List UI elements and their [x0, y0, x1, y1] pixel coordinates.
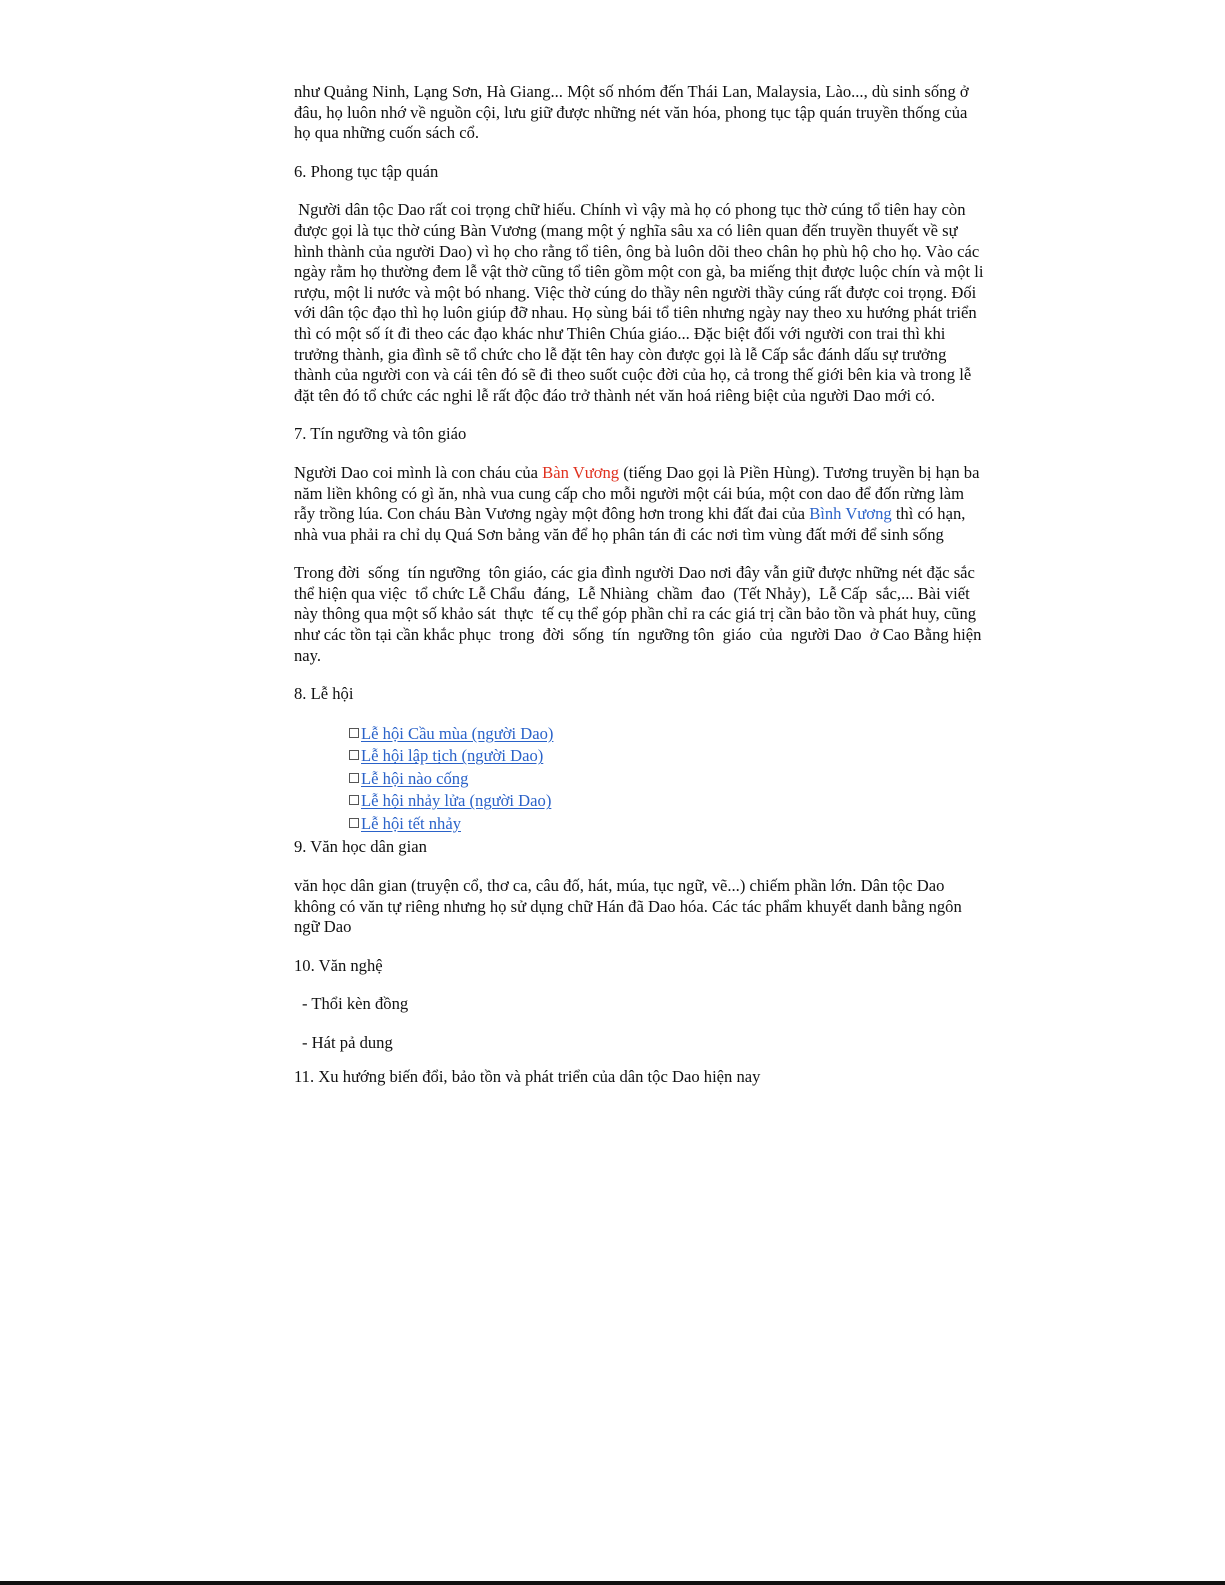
binh-vuong-term: Bình Vương — [809, 504, 892, 524]
section-8-heading: 8. Lễ hội — [294, 684, 354, 704]
festival-link-tet-nhay[interactable]: Lễ hội tết nhảy — [361, 813, 461, 833]
section-6-paragraph: Người dân tộc Dao rất coi trọng chữ hiếu. Chính vì vậy mà họ có phong tục thờ cúng tổ tiên hay còn được gọi là tục thờ cúng Bàn Vương (mang một ý nghĩa sâu xa có liên quan đến truyền thuyết về sự hình thành của người Dao) vì họ cho rằng tổ tiên, ông bà luôn dõi theo chân họ phù hộ cho họ. Vào các ngày rằm họ thường đem lễ vật thờ cũng tổ tiên gồm một con gà, ba miếng thịt được luộc chín và một li rượu, một li nước và một bó nhang. Việc thờ cúng do thầy nên người thầy cúng rất được coi trọng. Đối với dân tộc đạo thì họ luôn giúp đỡ nhau. Họ sùng bái tổ tiên nhưng ngày nay theo xu hướng phát triển thì có một số ít đi theo các đạo khác như Thiên Chúa giáo... Đặc biệt đối với người con trai thì khi trưởng thành, gia đình sẽ tổ chức cho lễ đặt tên hay còn được gọi là lễ Cấp sắc đánh dấu sự trưởng thành của người con và cái tên đó sẽ đi theo suốt cuộc đời của họ, cả trong thế giới bên kia và trong lễ đặt tên đó tổ chức các nghi lễ rất độc đáo trở thành nét văn hoá riêng biệt của người Dao mới có. — [294, 200, 988, 405]
festival-link-nao-cong[interactable]: Lễ hội nào cống — [361, 768, 469, 788]
document-body — [294, 82, 988, 1105]
section-10-item-2: - Hát pả dung — [302, 1032, 393, 1052]
festival-link-cau-mua[interactable]: Lễ hội Cầu mùa (người Dao) — [361, 723, 554, 743]
section-11-heading: 11. Xu hướng biến đổi, bảo tồn và phát triển của dân tộc Dao hiện nay — [294, 1066, 761, 1086]
section-7-text-a: Người Dao coi mình là con cháu của — [294, 462, 543, 482]
section-10-item-1: - Thổi kèn đồng — [302, 994, 409, 1014]
section-6-heading: 6. Phong tục tập quán — [294, 161, 439, 181]
section-7-text-b: (tiếng Dao gọi là Piền Hùng). Tương truyền bị hạn ba năm liền không có gì ăn, nhà vua cung cấp cho mỗi người một cái búa, một con dao để đốn rừng làm rẫy trồng lúa. Con cháu Bàn Vương ngày một đông hơn trong khi đất đai của — [294, 462, 984, 524]
bullet-box-icon — [349, 773, 359, 783]
section-10-heading: 10. Văn nghệ — [294, 955, 383, 975]
bullet-box-icon — [349, 728, 359, 738]
list-item — [349, 723, 984, 746]
section-7-heading: 7. Tín ngưỡng và tôn giáo — [294, 424, 467, 444]
section-9-heading: 9. Văn học dân gian — [294, 837, 427, 857]
bullet-box-icon — [349, 750, 359, 760]
intro-paragraph: như Quảng Ninh, Lạng Sơn, Hà Giang... Một số nhóm đến Thái Lan, Malaysia, Lào..., dù sinh sống ở đâu, họ luôn nhớ về nguồn cội, lưu giữ được những nét văn hóa, phong tục tập quán truyền thống của họ qua những cuốn sách cổ. — [294, 82, 969, 143]
list-item — [349, 768, 984, 791]
festival-link-lap-tich[interactable]: Lễ hội lập tịch (người Dao) — [361, 746, 544, 766]
list-item — [349, 790, 984, 813]
section-7-text-c: thì có hạn, nhà vua phải ra chỉ dụ Quá Sơn bảng văn để họ phân tán đi các nơi tìm vùng đất mới để sinh sống — [294, 504, 970, 544]
page-bottom-border — [0, 1581, 1225, 1585]
bullet-box-icon — [349, 818, 359, 828]
list-item — [349, 813, 984, 836]
section-7-paragraph-2: Trong đời sống tín ngưỡng tôn giáo, các gia đình người Dao nơi đây vẫn giữ được những nét đặc sắc thể hiện qua việc tổ chức Lễ Chẩu đáng, Lễ Nhiàng chầm đao (Tết Nhảy), Lễ Cấp sắc,... Bài viết này thông qua một số khảo sát thực tế cụ thể góp phần chỉ ra các giá trị cần bảo tồn và phát huy, cũng như các tồn tại cần khắc phục trong đời sống tín ngưỡng tôn giáo của người Dao ở Cao Bằng hiện nay. — [294, 563, 986, 665]
ban-vuong-term: Bàn Vương — [542, 462, 620, 482]
list-item — [349, 745, 984, 768]
bullet-box-icon — [349, 795, 359, 805]
section-9-paragraph: văn học dân gian (truyện cổ, thơ ca, câu đố, hát, múa, tục ngữ, vẽ...) chiếm phần lớn. Dân tộc Dao không có văn tự riêng nhưng họ sử dụng chữ Hán đã Dao hóa. Các tác phẩm khuyết danh bằng ngôn ngữ Dao — [294, 875, 962, 937]
festival-link-list — [294, 723, 984, 836]
section-7-paragraph-1 — [294, 463, 984, 545]
festival-link-nhay-lua[interactable]: Lễ hội nhảy lửa (người Dao) — [361, 791, 552, 811]
